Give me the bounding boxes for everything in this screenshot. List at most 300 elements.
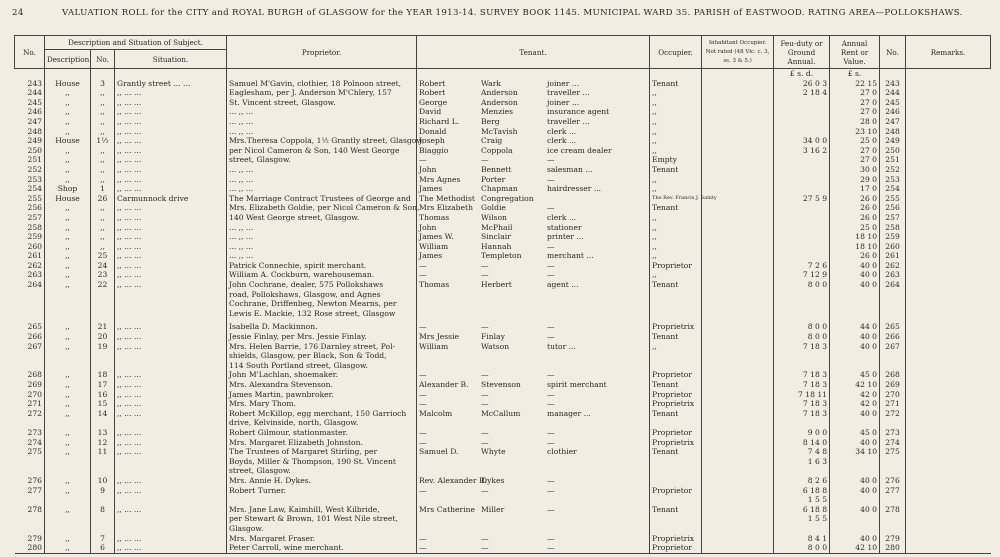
remarks-cell — [906, 184, 991, 194]
table-row — [15, 390, 991, 400]
tenant-cell — [417, 447, 650, 457]
description-cell: ,, — [45, 505, 91, 515]
inhabitant-cell — [702, 165, 774, 175]
inhabitant-cell — [702, 146, 774, 156]
feu-duty-cell: 7 18 3 — [774, 370, 830, 380]
entry-no-right — [880, 457, 906, 467]
inhabitant-cell — [702, 213, 774, 223]
situation-cell: ,, ... ... — [115, 213, 227, 223]
entry-no — [15, 290, 45, 300]
entry-no-right: 257 — [880, 213, 906, 223]
tenant-surname: — — [481, 370, 489, 380]
annual-value-cell: 42 10 — [830, 380, 880, 390]
tenant-cell — [417, 261, 650, 271]
occupier-cell: ,, — [650, 242, 702, 252]
proprietor-cell: Lewis E. Mackie, 132 Rose street, Glasgow — [227, 309, 417, 319]
inhabitant-cell — [702, 251, 774, 261]
description-cell: House — [45, 136, 91, 146]
feu-duty-cell — [774, 361, 830, 371]
tenant-occupation: stationer — [547, 222, 582, 232]
tenant-cell — [417, 418, 650, 428]
remarks-cell — [906, 457, 991, 467]
occupier-cell: ,, — [650, 127, 702, 137]
remarks-cell — [906, 534, 991, 544]
entry-no-right: 258 — [880, 223, 906, 233]
proprietor-cell: Mrs. Margaret Elizabeth Johnston. — [227, 438, 417, 448]
tenant-cell — [417, 322, 650, 332]
entry-no-right: 276 — [880, 476, 906, 486]
inhabitant-cell — [702, 261, 774, 271]
occupier-cell: Proprietrix — [650, 438, 702, 448]
occupier-cell: Proprietrix — [650, 399, 702, 409]
description-cell — [45, 418, 91, 428]
tenant-surname: Craig — [481, 136, 503, 146]
tenant-cell — [417, 213, 650, 223]
tenant-occupation: merchant ... — [547, 251, 594, 261]
annual-value-cell — [830, 309, 880, 319]
tenant-first-name: Malcolm — [419, 408, 453, 418]
tenant-occupation: hairdresser ... — [547, 184, 602, 194]
occupier-cell: Tenant — [650, 409, 702, 419]
tenant-surname: Sinclair — [481, 232, 511, 242]
situation-cell: ,, ... ... — [115, 98, 227, 108]
tenant-first-name: — — [419, 485, 427, 495]
house-number: 3 — [91, 79, 115, 89]
tenant-cell — [417, 505, 650, 515]
annual-value-cell: 34 10 — [830, 447, 880, 457]
annual-value-cell: 26 0 — [830, 213, 880, 223]
entry-no: 278 — [27, 504, 42, 514]
inhabitant-cell — [702, 242, 774, 252]
inhabitant-cell — [702, 127, 774, 137]
tenant-surname: Watson — [481, 341, 510, 351]
table-row — [15, 242, 991, 252]
tenant-first-name: Donald — [419, 126, 447, 136]
tenant-cell — [417, 251, 650, 261]
annual-value-cell: 40 0 — [830, 534, 880, 544]
tenant-occupation: insurance agent — [547, 107, 610, 117]
table-row — [15, 79, 991, 89]
tenant-occupation: — — [547, 427, 555, 437]
inhabitant-cell — [702, 534, 774, 544]
house-number — [91, 290, 115, 300]
occupier-cell: Proprietor — [650, 390, 702, 400]
description-cell: ,, — [45, 251, 91, 261]
entry-no-right: 252 — [880, 165, 906, 175]
situation-cell: ,, ... ... — [115, 146, 227, 156]
tenant-occupation: printer ... — [547, 232, 584, 242]
table-row — [15, 290, 991, 300]
tenant-first-name: Richard L. — [419, 116, 460, 126]
feu-duty-cell: 8 14 0 — [774, 438, 830, 448]
table-row — [15, 524, 991, 534]
page-number: 24 — [12, 8, 24, 18]
feu-duty-cell — [774, 175, 830, 185]
table-row — [15, 495, 991, 505]
table-row — [15, 203, 991, 213]
description-cell: Shop — [45, 184, 91, 194]
entry-no: 275 — [27, 447, 42, 457]
entry-no-right: 277 — [880, 486, 906, 496]
tenant-occupation: traveller ... — [547, 88, 590, 98]
feu-duty-cell — [774, 127, 830, 137]
description-cell — [45, 351, 91, 361]
table-row — [15, 543, 991, 553]
house-number: 10 — [91, 476, 115, 486]
annual-value-cell: 23 10 — [830, 127, 880, 137]
entry-no: 249 — [27, 136, 42, 146]
occupier-cell: ,, — [650, 184, 702, 194]
annual-value-cell: 27 0 — [830, 107, 880, 117]
house-number: 25 — [91, 251, 115, 261]
entry-no: 260 — [27, 241, 42, 251]
entry-no — [15, 309, 45, 319]
situation-cell: ,, ... ... — [115, 117, 227, 127]
house-number: ,, — [91, 107, 115, 117]
tenant-surname: — — [481, 270, 489, 280]
situation-cell: ,, ... ... — [115, 242, 227, 252]
tenant-occupation: — — [547, 533, 555, 543]
tenant-first-name: Thomas — [419, 212, 450, 222]
tenant-occupation: manager ... — [547, 408, 591, 418]
annual-value-cell: 44 0 — [830, 322, 880, 332]
house-number: 19 — [91, 342, 115, 352]
tenant-surname: Wark — [481, 78, 501, 88]
feu-duty-cell: 7 18 3 — [774, 399, 830, 409]
description-cell: ,, — [45, 203, 91, 213]
table-row — [15, 332, 991, 342]
situation-cell: ,, ... ... — [115, 184, 227, 194]
proprietor-cell: ... ,, ... — [227, 184, 417, 194]
tenant-first-name: Joseph — [419, 136, 445, 146]
entry-no — [15, 524, 45, 534]
tenant-cell — [417, 242, 650, 252]
entry-no: 253 — [27, 174, 42, 184]
feu-duty-cell: 8 0 0 — [774, 332, 830, 342]
tenant-first-name: Robert — [419, 88, 446, 98]
entry-no: 244 — [27, 88, 42, 98]
annual-value-cell: 40 0 — [830, 438, 880, 448]
house-number: ,, — [91, 175, 115, 185]
entry-no: 263 — [27, 270, 42, 280]
tenant-surname: Templeton — [481, 251, 522, 261]
description-cell: ,, — [45, 428, 91, 438]
tenant-surname: Anderson — [481, 97, 518, 107]
table-row — [15, 299, 991, 309]
proprietor-cell: per Stewart & Brown, 101 West Nile street, — [227, 514, 417, 524]
tenant-cell — [417, 351, 650, 361]
tenant-cell — [417, 390, 650, 400]
house-number: 12 — [91, 438, 115, 448]
occupier-cell — [650, 524, 702, 534]
situation-cell — [115, 351, 227, 361]
entry-no-right: 264 — [880, 280, 906, 290]
inhabitant-cell — [702, 361, 774, 371]
feu-duty-cell — [774, 213, 830, 223]
table-row — [15, 136, 991, 146]
annual-value-cell — [830, 457, 880, 467]
situation-cell: ,, ... ... — [115, 399, 227, 409]
tenant-occupation: — — [547, 260, 555, 270]
situation-cell: ,, ... ... — [115, 270, 227, 280]
description-cell: ,, — [45, 98, 91, 108]
house-number: 20 — [91, 332, 115, 342]
description-cell: ,, — [45, 390, 91, 400]
occupier-cell — [650, 290, 702, 300]
situation-cell: ,, ... ... — [115, 251, 227, 261]
feu-duty-cell: 6 18 8 — [774, 505, 830, 515]
entry-no-right: 269 — [880, 380, 906, 390]
feu-duty-cell: 8 2 6 — [774, 476, 830, 486]
proprietor-cell: shields, Glasgow, per Black, Son & Todd, — [227, 351, 417, 361]
remarks-cell — [906, 390, 991, 400]
description-cell — [45, 495, 91, 505]
tenant-cell — [417, 380, 650, 390]
tenant-cell — [417, 136, 650, 146]
house-number — [91, 351, 115, 361]
tenant-cell — [417, 155, 650, 165]
tenant-cell — [417, 79, 650, 89]
proprietor-cell: ... ,, ... — [227, 175, 417, 185]
proprietor-cell: ... ,, ... — [227, 127, 417, 137]
inhabitant-cell — [702, 524, 774, 534]
feu-duty-cell: 1 5 5 — [774, 495, 830, 505]
tenant-first-name: Thomas — [419, 280, 450, 290]
tenant-first-name: George — [419, 97, 448, 107]
occupier-cell: ,, — [650, 117, 702, 127]
table-row — [15, 165, 991, 175]
feu-duty-cell — [774, 466, 830, 476]
table-row — [15, 223, 991, 233]
remarks-cell — [906, 107, 991, 117]
situation-cell: ,, ... ... — [115, 107, 227, 117]
tenant-first-name: Robert — [419, 78, 446, 88]
remarks-cell — [906, 418, 991, 428]
description-cell — [45, 524, 91, 534]
occupier-cell: ,, — [650, 251, 702, 261]
annual-value-cell: 45 0 — [830, 428, 880, 438]
feu-duty-cell — [774, 351, 830, 361]
entry-no: 265 — [27, 322, 42, 332]
remarks-cell — [906, 79, 991, 89]
inhabitant-cell — [702, 309, 774, 319]
annual-value-cell: 26 0 — [830, 194, 880, 204]
feu-duty-cell: 6 18 8 — [774, 486, 830, 496]
table-row — [15, 351, 991, 361]
proprietor-cell: The Marriage Contract Trustees of George and — [227, 194, 417, 204]
feu-duty-cell — [774, 184, 830, 194]
entry-no-right — [880, 514, 906, 524]
tenant-occupation: clerk ... — [547, 212, 577, 222]
remarks-cell — [906, 213, 991, 223]
tenant-cell — [417, 127, 650, 137]
remarks-cell — [906, 251, 991, 261]
annual-value-cell — [830, 290, 880, 300]
proprietor-cell: The Trustees of Margaret Stirling, per — [227, 447, 417, 457]
entry-no: 268 — [27, 370, 42, 380]
tenant-surname: Hannah — [481, 241, 512, 251]
entry-no-right: 251 — [880, 155, 906, 165]
description-cell: ,, — [45, 107, 91, 117]
tenant-cell — [417, 165, 650, 175]
remarks-cell — [906, 342, 991, 352]
feu-duty-cell: 1 5 5 — [774, 514, 830, 524]
annual-value-cell: 42 0 — [830, 399, 880, 409]
proprietor-cell: Patrick Connechie, spirit merchant. — [227, 261, 417, 271]
entry-no: 266 — [27, 332, 42, 342]
tenant-cell — [417, 107, 650, 117]
tenant-occupation: tutor ... — [547, 341, 576, 351]
entry-no: 261 — [27, 251, 42, 261]
table-row — [15, 309, 991, 319]
tenant-occupation: — — [547, 399, 555, 409]
house-number: 1 — [91, 184, 115, 194]
description-cell: ,, — [45, 447, 91, 457]
entry-no-right: 266 — [880, 332, 906, 342]
house-number — [91, 466, 115, 476]
tenant-first-name: Mrs Elizabeth — [419, 203, 473, 213]
annual-value-cell: 26 0 — [830, 251, 880, 261]
situation-cell: ,, ... ... — [115, 127, 227, 137]
occupier-cell — [650, 495, 702, 505]
house-number: ,, — [91, 88, 115, 98]
feu-duty-cell: 7 18 3 — [774, 380, 830, 390]
feu-duty-cell — [774, 524, 830, 534]
tenant-occupation: — — [547, 504, 555, 514]
inhabitant-cell — [702, 290, 774, 300]
entry-no-right — [880, 309, 906, 319]
tenant-occupation: agent ... — [547, 280, 579, 290]
entry-no — [15, 299, 45, 309]
tenant-first-name: — — [419, 437, 427, 447]
tenant-surname: Porter — [481, 174, 506, 184]
tenant-cell — [417, 409, 650, 419]
remarks-cell — [906, 136, 991, 146]
entry-no: 264 — [27, 280, 42, 290]
table-row — [15, 409, 991, 419]
proprietor-cell: Mrs. Mary Thom. — [227, 399, 417, 409]
situation-cell: ,, ... ... — [115, 136, 227, 146]
occupier-cell: ,, — [650, 146, 702, 156]
proprietor-cell: Mrs. Helen Barrie, 176 Darnley street, Pol- — [227, 342, 417, 352]
description-cell: ,, — [45, 380, 91, 390]
remarks-cell — [906, 270, 991, 280]
description-cell: ,, — [45, 223, 91, 233]
description-cell: ,, — [45, 261, 91, 271]
entry-no: 280 — [15, 543, 45, 553]
entry-no-right: 261 — [880, 251, 906, 261]
situation-cell: ,, ... ... — [115, 342, 227, 352]
description-cell: ,, — [45, 165, 91, 175]
entry-no-right: 273 — [880, 428, 906, 438]
house-number: 16 — [91, 390, 115, 400]
remarks-cell — [906, 290, 991, 300]
tenant-first-name: Mrs Jessie — [419, 332, 460, 342]
occupier-cell — [650, 514, 702, 524]
tenant-first-name: Alexander B. — [419, 380, 469, 389]
tenant-cell — [417, 299, 650, 309]
inhabitant-cell — [702, 332, 774, 342]
inhabitant-cell — [702, 466, 774, 476]
table-row — [15, 361, 991, 371]
tenant-first-name: — — [419, 270, 427, 280]
proprietor-cell: Peter Carroll, wine merchant. — [227, 543, 417, 553]
tenant-first-name: — — [419, 399, 427, 409]
remarks-cell — [906, 476, 991, 486]
remarks-cell — [906, 146, 991, 156]
house-number: ,, — [91, 232, 115, 242]
inhabitant-cell — [702, 107, 774, 117]
house-number: 8 — [91, 505, 115, 515]
col-tenant: Tenant. — [417, 36, 650, 69]
proprietor-cell: William A. Cockburn, warehouseman. — [227, 270, 417, 280]
entry-no-right: 267 — [880, 342, 906, 352]
situation-cell: ,, ... ... — [115, 438, 227, 448]
tenant-surname: Chapman — [481, 184, 518, 194]
table-row — [15, 428, 991, 438]
remarks-cell — [906, 280, 991, 290]
feu-duty-cell: 7 12 9 — [774, 270, 830, 280]
house-number: 26 — [91, 194, 115, 204]
entry-no-right: 243 — [880, 79, 906, 89]
entry-no-right: 262 — [880, 261, 906, 271]
tenant-first-name: Rev. Alexander B. — [419, 475, 487, 485]
description-cell: ,, — [45, 409, 91, 419]
situation-cell: ,, ... ... — [115, 155, 227, 165]
annual-value-cell: 25 0 — [830, 223, 880, 233]
description-cell: ,, — [45, 232, 91, 242]
remarks-cell — [906, 505, 991, 515]
inhabitant-cell — [702, 418, 774, 428]
table-row — [15, 466, 991, 476]
annual-value-cell — [830, 466, 880, 476]
occupier-cell: ,, — [650, 136, 702, 146]
entry-no-right: 268 — [880, 370, 906, 380]
house-number: 15 — [91, 399, 115, 409]
situation-cell — [115, 361, 227, 371]
col-situation: Situation. — [115, 50, 227, 69]
feu-duty-cell — [774, 299, 830, 309]
occupier-cell — [650, 351, 702, 361]
entry-no-right — [880, 466, 906, 476]
tenant-cell — [417, 514, 650, 524]
situation-cell: ,, ... ... — [115, 476, 227, 486]
proprietor-cell: Robert McKillop, egg merchant, 150 Garrioch — [227, 409, 417, 419]
table-row — [15, 146, 991, 156]
tenant-cell — [417, 309, 650, 319]
description-cell: ,, — [45, 322, 91, 332]
occupier-cell: Tenant — [650, 280, 702, 290]
remarks-cell — [906, 232, 991, 242]
entry-no: 267 — [27, 341, 42, 351]
proprietor-cell: ... ,, ... — [227, 251, 417, 261]
table-row — [15, 399, 991, 409]
annual-value-cell — [830, 495, 880, 505]
inhabitant-cell — [702, 380, 774, 390]
tenant-first-name: Biaggio — [419, 145, 449, 155]
entry-no-right: 245 — [880, 98, 906, 108]
tenant-occupation: — — [547, 475, 555, 485]
inhabitant-cell — [702, 79, 774, 89]
tenant-occupation: — — [547, 485, 555, 495]
occupier-cell: ,, — [650, 213, 702, 223]
feu-duty-cell — [774, 98, 830, 108]
inhabitant-cell — [702, 495, 774, 505]
description-cell — [45, 290, 91, 300]
tenant-cell — [417, 332, 650, 342]
inhabitant-cell — [702, 370, 774, 380]
tenant-occupation: — — [547, 437, 555, 447]
